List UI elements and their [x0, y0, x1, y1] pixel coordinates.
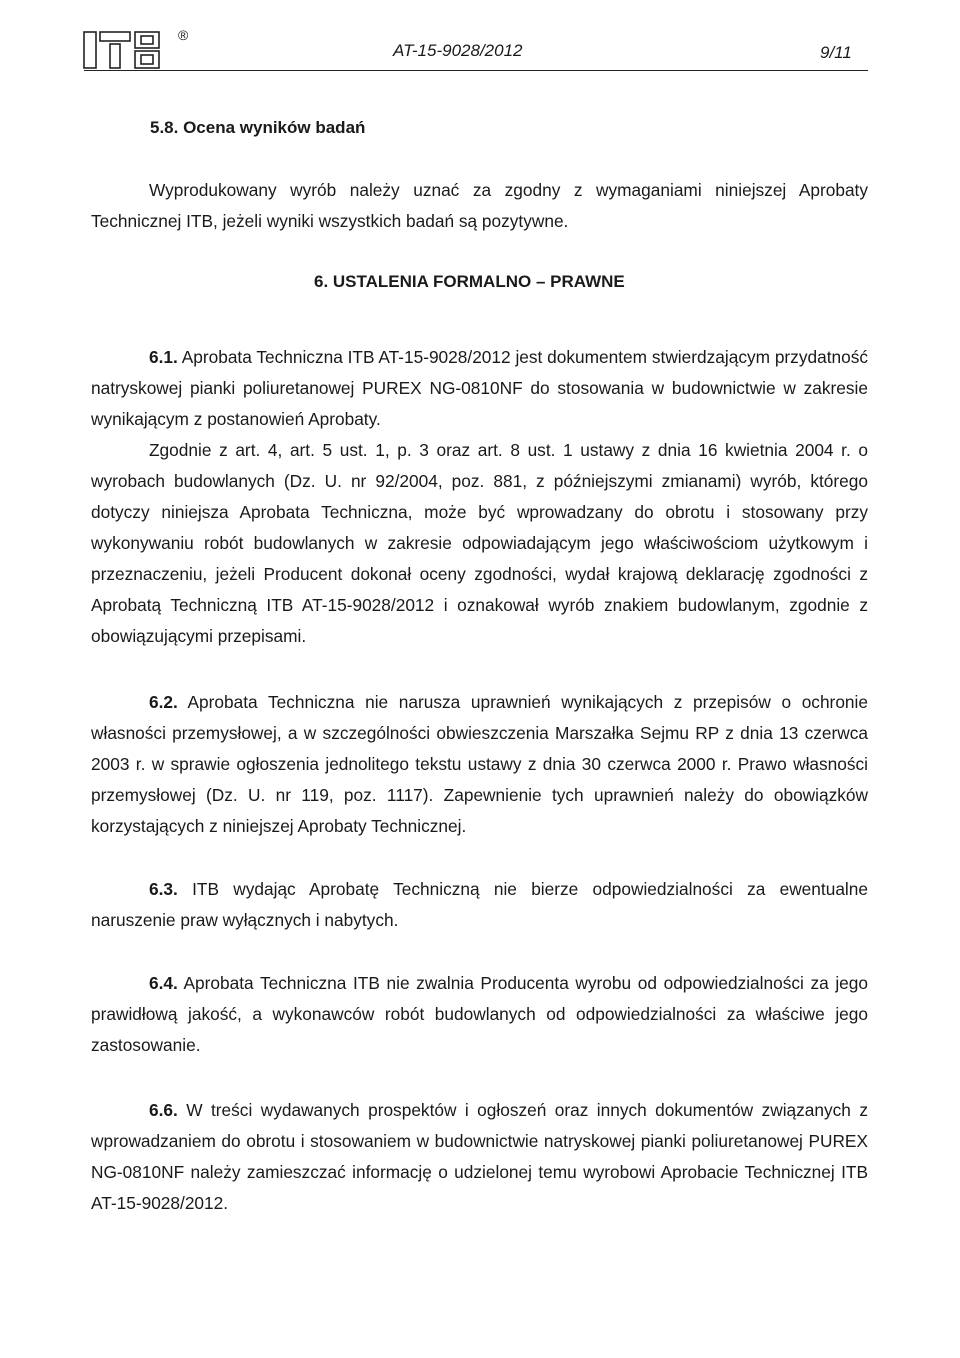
section-6-2-paragraph: [91, 687, 868, 842]
document-reference: AT-15-9028/2012: [393, 41, 523, 60]
section-6-6-number: 6.6.: [149, 1100, 178, 1120]
registered-mark: ®: [178, 27, 189, 43]
page-header: [0, 0, 960, 80]
section-6-2-text: Aprobata Techniczna nie narusza uprawnień wynikających z przepisów o ochronie własności przemysłowej, a w szczególności obwieszczenia Marszałka Sejmu RP z dnia 13 czerwca 2003 r. w sprawie ogłoszenia jednolitego tekstu ustawy z dnia 30 czerwca 2000 r. Prawo własności przemysłowej (Dz. U. nr 119, poz. 1117). Zapewnienie tych uprawnień należy do obowiązków korzystających z niniejszej Aprobaty Technicznej.: [91, 692, 868, 836]
header-divider: [84, 70, 868, 71]
section-6-heading: 6. USTALENIA FORMALNO – PRAWNE: [314, 272, 625, 291]
section-6-2-number: 6.2.: [149, 692, 178, 712]
section-6-3-paragraph: [91, 874, 868, 936]
section-6-3-number: 6.3.: [149, 879, 178, 899]
section-6-6-paragraph: [91, 1095, 868, 1219]
section-6-4-text: Aprobata Techniczna ITB nie zwalnia Producenta wyrobu od odpowiedzialności za jego prawidłową jakość, a wykonawców robót budowlanych od odpowiedzialności za właściwe jego zastosowanie.: [91, 973, 868, 1055]
section-6-1-paragraph: [91, 342, 868, 435]
page-number: 9/11: [820, 43, 852, 62]
section-6-1-text-continued: Zgodnie z art. 4, art. 5 ust. 1, p. 3 oraz art. 8 ust. 1 ustawy z dnia 16 kwietnia 2004 r. o wyrobach budowlanych (Dz. U. nr 92/2004, poz. 881, z późniejszymi zmianami) wyrób, którego dotyczy niniejsza Aprobata Techniczna, może być wprowadzany do obrotu i stosowany przy wykonywaniu robót budowlanych w zakresie odpowiadającym jego właściwościom użytkowym i przeznaczeniu, jeżeli Producent dokonał oceny zgodności, wydał krajową deklarację zgodności z Aprobatą Techniczną ITB AT-15-9028/2012 i oznakował wyrób znakiem budowlanym, zgodnie z obowiązującymi przepisami.: [91, 440, 868, 646]
section-6-1-text: Aprobata Techniczna ITB AT-15-9028/2012 jest dokumentem stwierdzającym przydatność natryskowej pianki poliuretanowej PUREX NG-0810NF do stosowania w budownictwie w zakresie wynikającym z postanowień Aprobaty.: [91, 347, 868, 429]
section-6-3-text: ITB wydając Aprobatę Techniczną nie bierze odpowiedzialności za ewentualne naruszenie praw wyłącznych i nabytych.: [91, 879, 868, 930]
section-6-1-number: 6.1.: [149, 347, 178, 367]
section-5-8-heading: 5.8. Ocena wyników badań: [150, 118, 366, 137]
section-6-4-number: 6.4.: [149, 973, 178, 993]
section-6-4-paragraph: [91, 968, 868, 1061]
section-5-8-text: Wyprodukowany wyrób należy uznać za zgodny z wymaganiami niniejszej Aprobaty Technicznej ITB, jeżeli wyniki wszystkich badań są pozytywne.: [91, 180, 868, 231]
itb-logo: [83, 26, 187, 72]
section-6-6-text: W treści wydawanych prospektów i ogłoszeń oraz innych dokumentów związanych z wprowadzaniem do obrotu i stosowaniem w budownictwie natryskowej pianki poliuretanowej PUREX NG-0810NF należy zamieszczać informację o udzielonej temu wyrobowi Aprobacie Technicznej ITB AT-15-9028/2012.: [91, 1100, 868, 1213]
